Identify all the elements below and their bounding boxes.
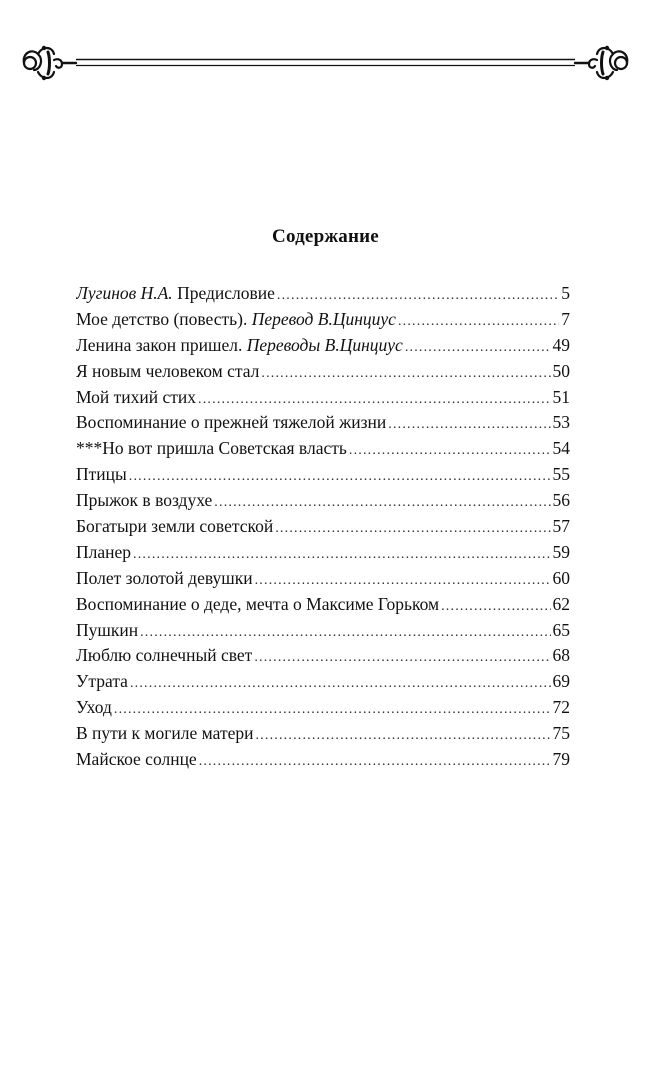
toc-entry[interactable] xyxy=(76,438,570,464)
toc-page-number: 55 xyxy=(552,464,570,485)
toc-entry-title xyxy=(76,438,347,459)
toc-dot-leader xyxy=(255,573,551,589)
header-rule xyxy=(76,60,575,66)
toc-entry[interactable] xyxy=(76,749,570,775)
toc-page-number: 62 xyxy=(552,593,570,614)
header-ornament xyxy=(18,38,633,88)
toc-entry-name: ***Но вот пришла Советская власть xyxy=(76,438,347,459)
toc-entry-title xyxy=(76,542,131,563)
toc-entry-translator: Переводы В.Цинциус xyxy=(246,334,403,355)
toc-entry-name: Люблю солнечный свет xyxy=(76,645,253,666)
toc-entry-name: Мое детство (повесть). xyxy=(76,308,248,329)
toc-page-number: 69 xyxy=(552,671,570,692)
toc-entry-title xyxy=(76,645,252,666)
toc-dot-leader xyxy=(349,443,551,459)
toc-entry-title xyxy=(76,361,259,382)
toc-entry[interactable] xyxy=(76,283,570,309)
toc-page-number: 50 xyxy=(552,360,570,381)
toc-entry-name: Мой тихий стих xyxy=(76,386,197,407)
toc-entry-title xyxy=(76,490,212,511)
toc-entry-title xyxy=(76,309,396,330)
toc-page-number: 59 xyxy=(552,541,570,562)
toc-entry[interactable] xyxy=(76,387,570,413)
page-title: Содержание xyxy=(272,226,379,247)
toc-page-number: 54 xyxy=(552,438,570,459)
toc-entry[interactable] xyxy=(76,620,570,646)
toc-page-number: 49 xyxy=(552,334,570,355)
toc-entry-title xyxy=(76,749,197,770)
table-of-contents xyxy=(76,283,570,775)
toc-dot-leader xyxy=(114,702,551,718)
toc-dot-leader xyxy=(199,754,551,770)
toc-dot-leader xyxy=(255,728,550,744)
toc-entry-title xyxy=(76,723,253,744)
toc-dot-leader xyxy=(441,599,550,615)
toc-page-number: 51 xyxy=(552,386,570,407)
toc-page-number: 65 xyxy=(552,619,570,640)
toc-entry-name: Я новым человеком стал xyxy=(76,360,260,381)
toc-entry[interactable] xyxy=(76,464,570,490)
toc-entry-name: Полет золотой девушки xyxy=(76,567,253,588)
toc-entry-name: Утрата xyxy=(76,671,128,692)
toc-entry-name: Воспоминание о деде, мечта о Максиме Горьком xyxy=(76,593,440,614)
toc-entry-name: Богатыри земли советской xyxy=(76,516,274,537)
toc-entry-name: Воспоминание о прежней тяжелой жизни xyxy=(76,412,387,433)
toc-dot-leader xyxy=(133,547,550,563)
toc-entry-name: Птицы xyxy=(76,464,127,485)
toc-entry[interactable] xyxy=(76,594,570,620)
toc-entry-name: Ленина закон пришел. xyxy=(76,334,243,355)
toc-page-number: 53 xyxy=(552,412,570,433)
toc-page-number: 60 xyxy=(552,567,570,588)
toc-dot-leader xyxy=(277,288,559,304)
toc-entry-title xyxy=(76,387,196,408)
toc-page-number: 75 xyxy=(552,723,570,744)
toc-entry[interactable] xyxy=(76,697,570,723)
toc-dot-leader xyxy=(275,521,550,537)
toc-entry-name: Пушкин xyxy=(76,619,139,640)
right-flourish-icon xyxy=(575,46,627,80)
toc-entry[interactable] xyxy=(76,723,570,749)
toc-dot-leader xyxy=(405,340,551,356)
toc-entry-name: Прыжок в воздухе xyxy=(76,490,213,511)
toc-entry[interactable] xyxy=(76,542,570,568)
toc-page-number: 57 xyxy=(552,516,570,537)
toc-entry-title xyxy=(76,335,403,356)
toc-entry-name: Планер xyxy=(76,541,132,562)
toc-dot-leader xyxy=(214,495,550,511)
toc-page-number: 79 xyxy=(552,749,570,770)
toc-entry[interactable] xyxy=(76,490,570,516)
toc-dot-leader xyxy=(398,314,559,330)
toc-entry[interactable] xyxy=(76,568,570,594)
toc-entry-name: В пути к могиле матери xyxy=(76,723,254,744)
toc-entry-title xyxy=(76,568,253,589)
toc-entry-title xyxy=(76,594,439,615)
toc-dot-leader xyxy=(130,676,551,692)
toc-entry[interactable] xyxy=(76,335,570,361)
toc-dot-leader xyxy=(254,650,550,666)
toc-page-number: 72 xyxy=(552,697,570,718)
toc-entry-title xyxy=(76,516,273,537)
toc-entry-name: Майское солнце xyxy=(76,749,197,770)
toc-entry-translator: Перевод В.Цинциус xyxy=(251,308,396,329)
toc-entry[interactable] xyxy=(76,309,570,335)
toc-entry-title xyxy=(76,620,138,641)
left-flourish-icon xyxy=(24,46,76,80)
toc-dot-leader xyxy=(129,469,551,485)
toc-dot-leader xyxy=(261,366,550,382)
toc-page-number: 5 xyxy=(561,283,570,303)
toc-entry-name: Предисловие xyxy=(177,283,275,303)
toc-entry[interactable] xyxy=(76,671,570,697)
toc-entry[interactable] xyxy=(76,412,570,438)
toc-entry-author: Лугинов Н.А. xyxy=(76,283,173,303)
toc-entry[interactable] xyxy=(76,361,570,387)
toc-entry-name: Уход xyxy=(76,697,112,718)
toc-entry-title xyxy=(76,464,127,485)
toc-dot-leader xyxy=(198,392,550,408)
toc-entry-title xyxy=(76,697,112,718)
toc-entry[interactable] xyxy=(76,645,570,671)
toc-entry[interactable] xyxy=(76,516,570,542)
toc-page-number: 56 xyxy=(552,490,570,511)
toc-entry-title xyxy=(76,671,128,692)
toc-page-number: 7 xyxy=(561,308,570,329)
toc-dot-leader xyxy=(388,417,550,433)
toc-entry-title xyxy=(76,412,386,433)
toc-page-number: 68 xyxy=(552,645,570,666)
toc-dot-leader xyxy=(140,625,550,641)
toc-entry-title xyxy=(76,283,275,304)
